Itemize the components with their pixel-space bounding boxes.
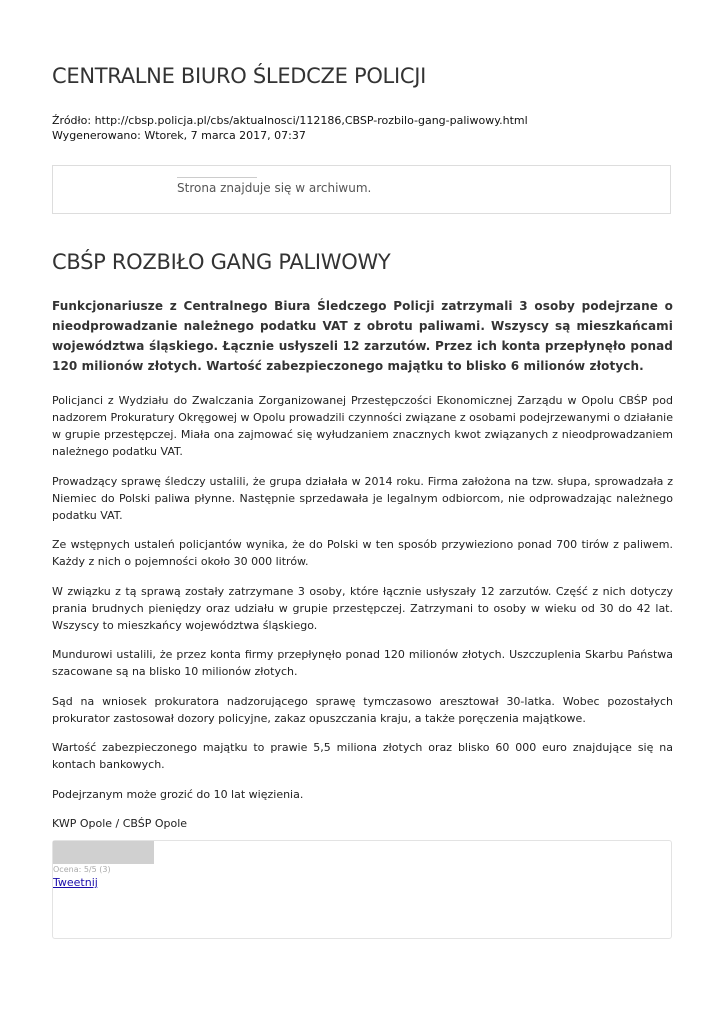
paragraph: Podejrzanym może grozić do 10 lat więzienia. [52,787,304,801]
rating-box [52,840,672,939]
article-signature: KWP Opole / CBŚP Opole [52,817,188,830]
paragraph: Policjanci z Wydziału do Zwalczania Zorganizowanej Przestępczości Ekonomicznej Zarządu w Opolu CBŚP pod nadzorem Prokuratury Okręgowej w Opolu prowadzili czynności związane z osobami podejrzewanymi o działanie w grupie przestępczej. Miała ona zajmować się wyłudzaniem znacznych kwot związanych z nieodprowadzaniem należnego podatku VAT. [52,394,673,458]
archive-divider [177,177,257,178]
paragraph: W związku z tą sprawą zostały zatrzymane 3 osoby, które łącznie usłyszały 12 zarzutów. Część z nich dotyczy prania brudnych pieniędzy oraz udziału w grupie przestępczej. Zatrzymani to osoby w wieku od 30 do 42 lat. Wszyscy to mieszkańcy województwa śląskiego. [52,584,673,632]
archive-notice: Strona znajduje się w archiwum. [177,181,372,195]
archive-notice-box [52,165,671,214]
rating-stars-placeholder[interactable] [53,841,154,864]
article-lead: Funkcjonariusze z Centralnego Biura Śledczego Policji zatrzymali 3 osoby podejrzane o nieodprowadzanie należnego podatku VAT z obrotu paliwami. Wszyscy są mieszkańcami województwa śląskiego. Łącznie usłyszeli 12 zarzutów. Przez ich konta przepłynęło ponad 120 milionów złotych. Wartość zabezpieczonego majątku to blisko 6 milionów złotych. [52,299,673,373]
paragraph: Mundurowi ustalili, że przez konta firmy przepłynęło ponad 120 milionów złotych. Uszczuplenia Skarbu Państwa szacowane są na blisko 10 milionów złotych. [52,648,673,678]
paragraph: Prowadzący sprawę śledczy ustalili, że grupa działała w 2014 roku. Firma założona na tzw. słupa, sprowadzała z Niemiec do Polski paliwa płynne. Następnie sprzedawała je legalnym odbiorcom, nie odprowadzając należnego podatku VAT. [52,474,673,522]
tweet-link[interactable]: Tweetnij [53,876,98,889]
rating-text: Ocena: 5/5 (3) [53,865,111,874]
paragraph: Wartość zabezpieczonego majątku to prawie 5,5 miliona złotych oraz blisko 60 000 euro znajdujące się na kontach bankowych. [52,741,673,771]
site-title: CENTRALNE BIURO ŚLEDCZE POLICJI [52,64,426,88]
paragraph: Sąd na wniosek prokuratora nadzorującego sprawę tymczasowo aresztował 30-latka. Wobec pozostałych prokurator zastosował dozory policyjne, zakaz opuszczania kraju, a także poręczenia majątkowe. [52,694,673,725]
paragraph: Ze wstępnych ustaleń policjantów wynika, że do Polski w ten sposób przywieziono ponad 700 tirów z paliwem. Każdy z nich o pojemności około 30 000 litrów. [52,538,673,568]
page-meta [52,113,528,143]
generated-line: Wygenerowano: Wtorek, 7 marca 2017, 07:37 [52,129,306,142]
article-title: CBŚP ROZBIŁO GANG PALIWOWY [52,250,391,274]
article-body [52,392,673,845]
source-line: Źródło: http://cbsp.policja.pl/cbs/aktualnosci/112186,CBSP-rozbilo-gang-paliwowy.html [52,114,528,127]
